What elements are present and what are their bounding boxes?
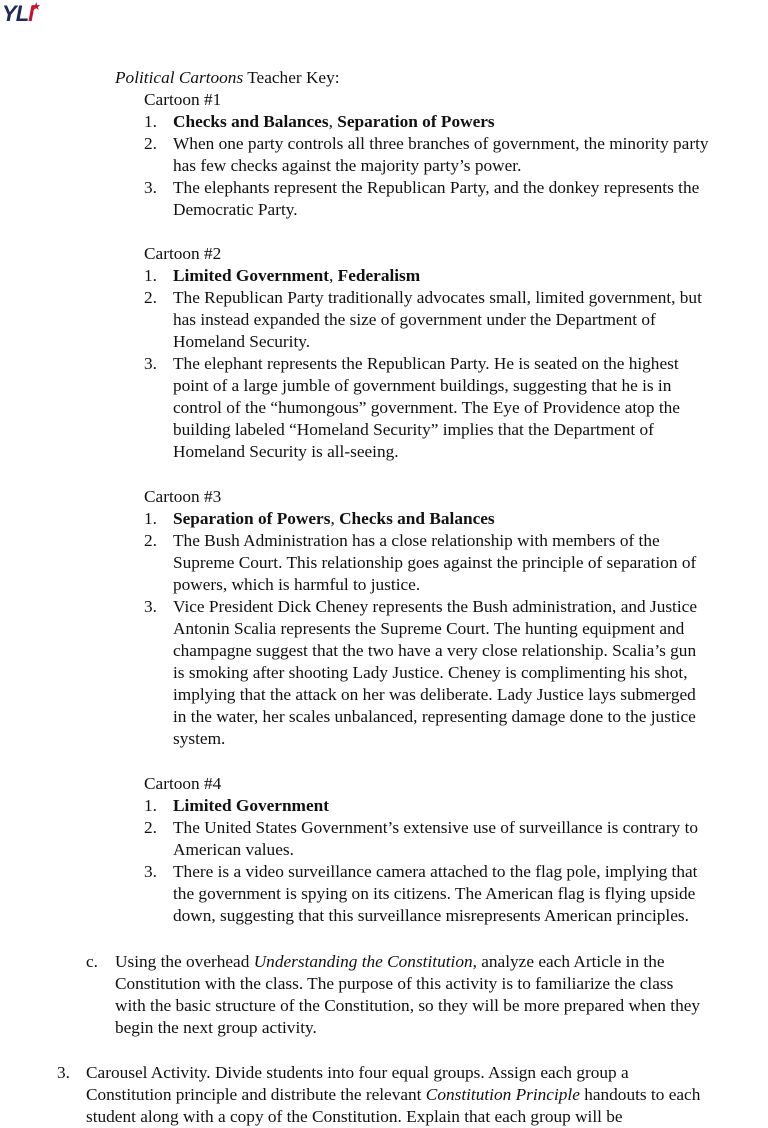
cartoon-2-answer-1: Limited Government, Federalism <box>173 266 421 285</box>
step-c-line-4: begin the next group activity. <box>115 1018 317 1037</box>
cartoon-3-answer-3-line-4: is smoking after shooting Lady Justice. Cheney is complimenting his shot, <box>173 663 688 682</box>
list-number: 1. <box>144 112 157 131</box>
list-number: 1. <box>144 796 157 815</box>
list-number: 3. <box>144 597 157 616</box>
step-c-line-3: with the basic structure of the Constitution, so they will be more prepared when they <box>115 996 701 1015</box>
yli-logo <box>2 2 41 28</box>
cartoon-3-answer-2-line-1: The Bush Administration has a close relationship with members of the <box>173 531 660 550</box>
cartoon-3-answer-1: Separation of Powers, Checks and Balances <box>173 509 495 528</box>
cartoon-1-heading: Cartoon #1 <box>144 90 222 109</box>
cartoon-3-answer-2-line-2: Supreme Court. This relationship goes against the principle of separation of <box>173 553 697 572</box>
cartoon-3-answer-2-line-3: powers, which is harmful to justice. <box>173 575 421 594</box>
cartoon-3-answer-3-line-1: Vice President Dick Cheney represents the Bush administration, and Justice <box>173 597 697 616</box>
list-number: 1. <box>144 266 157 285</box>
cartoon-3-answer-3-line-6: in the water, her scales unbalanced, representing damage done to the justice <box>173 707 696 726</box>
cartoon-4-answer-3-line-3: down, suggesting that this surveillance misrepresents American principles. <box>173 906 689 925</box>
list-number: 3. <box>144 354 157 373</box>
step-3-line-2: Constitution principle and distribute the relevant Constitution Principle handouts to each <box>86 1085 701 1104</box>
step-3-line-3: student along with a copy of the Constitution. Explain that each group will be <box>86 1107 623 1126</box>
cartoon-2-answer-3-line-2: point of a large jumble of government buildings, suggesting that he is in <box>173 376 672 395</box>
list-number: 3. <box>144 862 157 881</box>
list-number: 2. <box>144 288 157 307</box>
cartoon-3-answer-3-line-2: Antonin Scalia represents the Supreme Court. The hunting equipment and <box>173 619 685 638</box>
list-number: 1. <box>144 509 157 528</box>
cartoon-1-answer-3-line-1: The elephants represent the Republican Party, and the donkey represents the <box>173 178 700 197</box>
cartoon-2-answer-3-line-4: building labeled “Homeland Security” implies that the Department of <box>173 420 654 439</box>
cartoon-2-answer-2-line-2: has instead expanded the size of government under the Department of <box>173 310 656 329</box>
cartoon-2-answer-3-line-5: Homeland Security is all-seeing. <box>173 442 399 461</box>
cartoon-4-answer-2-line-2: American values. <box>173 840 294 859</box>
cartoon-3-heading: Cartoon #3 <box>144 487 222 506</box>
cartoon-4-answer-3-line-2: the government is spying on its citizens. The American flag is flying upside <box>173 884 696 903</box>
step-c-line-2: Constitution with the class. The purpose of this activity is to familiarize the class <box>115 974 674 993</box>
list-number: 2. <box>144 134 157 153</box>
cartoon-1-answer-2-line-2: has few checks against the majority party’s power. <box>173 156 522 175</box>
cartoon-2-answer-2-line-3: Homeland Security. <box>173 332 311 351</box>
step-c-marker: c. <box>86 952 98 971</box>
cartoon-2-answer-3-line-3: control of the “humongous” government. The Eye of Providence atop the <box>173 398 680 417</box>
cartoon-4-answer-3-line-1: There is a video surveillance camera attached to the flag pole, implying that <box>173 862 698 881</box>
step-3-line-1: Carousel Activity. Divide students into four equal groups. Assign each group a <box>86 1063 629 1082</box>
cartoon-2-heading: Cartoon #2 <box>144 244 222 263</box>
cartoon-3-answer-3-line-3: champagne suggest that the two have a very close relationship. Scalia’s gun <box>173 641 697 660</box>
logo-text: YLI <box>2 1 34 26</box>
list-number: 2. <box>144 818 157 837</box>
cartoon-1-answer-3-line-2: Democratic Party. <box>173 200 298 219</box>
cartoon-3-answer-3-line-7: system. <box>173 729 226 748</box>
cartoon-4-answer-1: Limited Government <box>173 796 329 815</box>
cartoon-2-answer-2-line-1: The Republican Party traditionally advocates small, limited government, but <box>173 288 702 307</box>
cartoon-3-answer-3-line-5: implying that the attack on her was deliberate. Lady Justice lays submerged <box>173 685 696 704</box>
cartoon-4-heading: Cartoon #4 <box>144 774 222 793</box>
cartoon-1-answer-2-line-1: When one party controls all three branches of government, the minority party <box>173 134 709 153</box>
cartoon-1-answer-1: Checks and Balances, Separation of Powers <box>173 112 495 131</box>
step-c-line-1: Using the overhead Understanding the Constitution, analyze each Article in the <box>115 952 665 971</box>
cartoon-2-answer-3-line-1: The elephant represents the Republican Party. He is seated on the highest <box>173 354 679 373</box>
list-number: 3. <box>144 178 157 197</box>
star-icon: ★ <box>31 1 42 13</box>
list-number: 2. <box>144 531 157 550</box>
step-3-marker: 3. <box>57 1063 70 1082</box>
cartoon-4-answer-2-line-1: The United States Government’s extensive use of surveillance is contrary to <box>173 818 699 837</box>
page-title: Political Cartoons Teacher Key: <box>115 68 340 87</box>
